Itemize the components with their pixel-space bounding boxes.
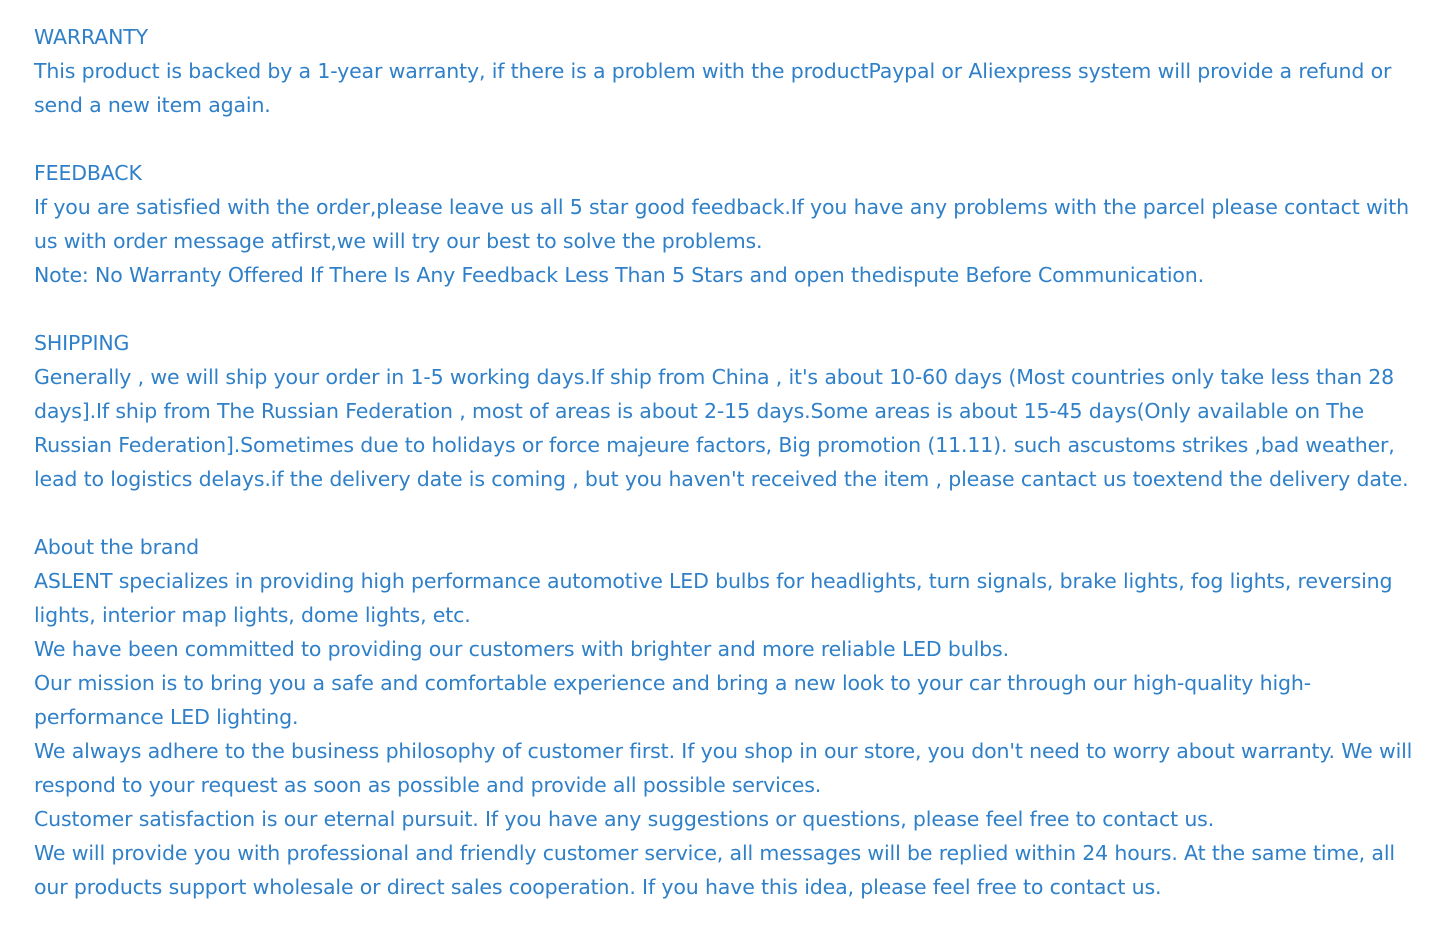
shipping-section <box>34 326 1419 496</box>
brand-mission: Our mission is to bring you a safe and comfortable experience and bring a new look to your car through our high-quality high-performance LED lighting. <box>34 671 1311 729</box>
brand-philosophy: We always adhere to the business philosophy of customer first. If you shop in our store, you don't need to worry about warranty. We will respond to your request as soon as possible and provide all possible services. <box>34 739 1413 797</box>
brand-service: We will provide you with professional and friendly customer service, all messages will be replied within 24 hours. At the same time, all our products support wholesale or direct sales cooperation. If you have this idea, please feel free to contact us. <box>34 841 1395 899</box>
shipping-heading: SHIPPING <box>34 331 130 355</box>
brand-section <box>34 530 1419 904</box>
brand-commitment: We have been committed to providing our customers with brighter and more reliable LED bulbs. <box>34 637 1009 661</box>
brand-specialties: ASLENT specializes in providing high performance automotive LED bulbs for headlights, turn signals, brake lights, fog lights, reversing lights, interior map lights, dome lights, etc. <box>34 569 1393 627</box>
feedback-section <box>34 156 1419 292</box>
shipping-text: Generally , we will ship your order in 1-5 working days.If ship from China , it's about 10-60 days (Most countries only take less than 28 days].If ship from The Russian Federation , most of areas is about 2-15 days.Some areas is about 15-45 days(Only available on The Russian Federation].Sometimes due to holidays or force majeure factors, Big promotion (11.11). such ascustoms strikes ,bad weather, lead to logistics delays.if the delivery date is coming , but you haven't received the item , please cantact us toextend the delivery date. <box>34 365 1409 491</box>
warranty-section <box>34 20 1419 122</box>
product-description <box>34 20 1419 904</box>
warranty-text: This product is backed by a 1-year warranty, if there is a problem with the productPaypal or Aliexpress system will provide a refund or send a new item again. <box>34 59 1392 117</box>
feedback-heading: FEEDBACK <box>34 161 142 185</box>
brand-heading: About the brand <box>34 535 200 559</box>
brand-satisfaction: Customer satisfaction is our eternal pursuit. If you have any suggestions or questions, please feel free to contact us. <box>34 807 1215 831</box>
warranty-heading: WARRANTY <box>34 25 149 49</box>
feedback-text: If you are satisfied with the order,please leave us all 5 star good feedback.If you have any problems with the parcel please contact with us with order message atfirst,we will try our best to solve the problems. <box>34 195 1409 253</box>
feedback-note: Note: No Warranty Offered If There Is Any Feedback Less Than 5 Stars and open thedispute Before Communication. <box>34 263 1204 287</box>
